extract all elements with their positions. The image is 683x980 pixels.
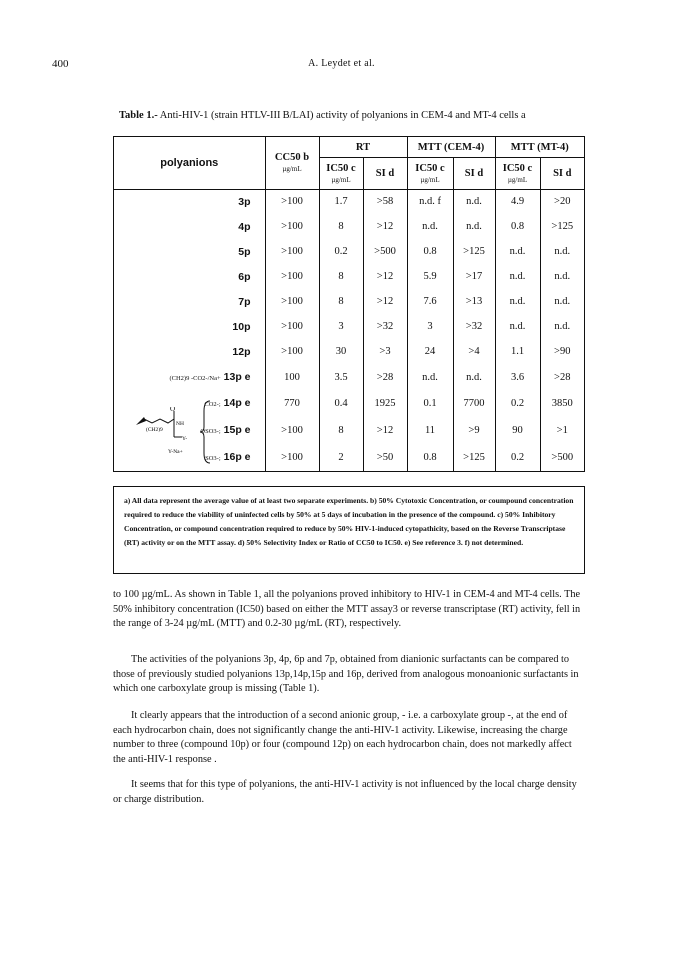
cell-rt-si: >28 — [363, 365, 407, 390]
cell-cc50: >100 — [265, 239, 319, 264]
compound-name: 5p — [238, 245, 251, 258]
cell-mt4-ic50: n.d. — [495, 314, 540, 339]
table-caption-label: Table 1.- — [119, 110, 158, 121]
compound-name: 4p — [238, 220, 251, 233]
cell-cem-ic50: 0.8 — [407, 444, 453, 471]
cell-cem-ic50: 7.6 — [407, 289, 453, 314]
header-mtt-cem: MTT (CEM-4) — [407, 137, 495, 158]
table-footnotes: a) All data represent the average value of at least two separate experiments. b) 50% Cytotoxic Concentration, or coumpound concentration required to reduce the viability of uninfected cells by 50% at 5 days of incubation in the presence of the compound. c) 50% Inhibitory Concentration, or compound concentration required to reduce by 50% HIV-1-induced cytopathicity, based on the Reverse Transcriptase (RT) activity or on the MTT assay. d) 50% Selectivity Index or Ratio of CC50 to IC50. e) See reference 3. f) not determined. — [113, 486, 585, 574]
header-ic50-unit: µg/mL — [331, 176, 351, 185]
header-ic50-unit: µg/mL — [420, 176, 440, 185]
header-cem-ic50 — [407, 158, 453, 189]
cell-cc50: >100 — [265, 289, 319, 314]
header-cc50-unit: µg/mL — [282, 165, 302, 174]
cell-rt-ic50: 2 — [319, 444, 363, 471]
compound-name: 12p — [232, 345, 251, 358]
compound-name: 14p e — [223, 397, 251, 410]
cell-cem-ic50: n.d. f — [407, 189, 453, 214]
cell-cc50: >100 — [265, 264, 319, 289]
cell-cem-si: >125 — [453, 444, 495, 471]
cell-mt4-si: >20 — [540, 189, 584, 214]
cell-rt-ic50: 8 — [319, 264, 363, 289]
cell-cem-ic50: 24 — [407, 339, 453, 364]
cell-rt-si: >50 — [363, 444, 407, 471]
cell-rt-si: >12 — [363, 417, 407, 444]
data-table — [113, 136, 585, 472]
cell-cem-ic50: 0.8 — [407, 239, 453, 264]
header-rt-si: SI d — [363, 158, 407, 189]
header-rt: RT — [319, 137, 407, 158]
header-ic50-label: IC50 c — [415, 163, 445, 175]
cell-mt4-si: n.d. — [540, 264, 584, 289]
cell-rt-ic50: 8 — [319, 214, 363, 239]
cell-rt-si: >58 — [363, 189, 407, 214]
compound-name: 16p e — [223, 451, 251, 464]
cell-cem-si: >125 — [453, 239, 495, 264]
oxygen-label: O — [170, 407, 176, 413]
paragraph-4: It seems that for this type of polyanions, the anti-HIV-1 activity is not influenced by the local charge density or charge distribution. — [113, 779, 577, 805]
cell-cem-si: n.d. — [453, 214, 495, 239]
paragraph-2: The activities of the polyanions 3p, 4p, 6p and 7p, obtained from dianionic surfactants can be compared to those of previously studied polyanions 13p,14p,15p and 16p, derived from analogous monoanionic surfactants in which one carboxylate group is missing (Table 1). — [113, 654, 579, 694]
cell-mt4-ic50: n.d. — [495, 264, 540, 289]
running-header-authors: A. Leydet et al. — [308, 58, 375, 69]
cell-rt-si: 1925 — [363, 390, 407, 417]
cell-rt-ic50: 3 — [319, 314, 363, 339]
cell-mt4-si: >1 — [540, 417, 584, 444]
cell-mt4-si: n.d. — [540, 314, 584, 339]
compound-cell — [114, 239, 265, 264]
compound-name: 3p — [238, 195, 251, 208]
cell-cc50: >100 — [265, 444, 319, 471]
cell-mt4-ic50: n.d. — [495, 289, 540, 314]
table-row — [114, 189, 584, 214]
table-row — [114, 365, 584, 390]
brace-icon — [200, 399, 212, 465]
cell-rt-ic50: 8 — [319, 417, 363, 444]
table-row — [114, 289, 584, 314]
header-ic50-label: IC50 c — [502, 163, 533, 175]
chain-label: (CH2)9 — [146, 427, 163, 433]
compound-cell — [114, 289, 265, 314]
cell-rt-si: >12 — [363, 264, 407, 289]
cell-mt4-si: >500 — [540, 444, 584, 471]
cell-cc50: >100 — [265, 314, 319, 339]
y-label: Y- — [182, 436, 188, 442]
cell-mt4-ic50: 90 — [495, 417, 540, 444]
cell-cem-si: n.d. — [453, 365, 495, 390]
cell-mt4-si: 3850 — [540, 390, 584, 417]
compound-prefix: SO3-; — [205, 455, 221, 463]
cell-cem-ic50: n.d. — [407, 214, 453, 239]
cell-rt-ic50: 0.2 — [319, 239, 363, 264]
chain-line — [144, 419, 174, 423]
compound-name: 7p — [238, 295, 251, 308]
cell-cem-si: >9 — [453, 417, 495, 444]
surfactant-structure-diagram — [134, 407, 194, 461]
cell-rt-ic50: 8 — [319, 289, 363, 314]
cell-rt-ic50: 1.7 — [319, 189, 363, 214]
cell-rt-ic50: 0.4 — [319, 390, 363, 417]
compound-cell — [114, 314, 265, 339]
cell-mt4-si: n.d. — [540, 239, 584, 264]
cell-cem-si: >4 — [453, 339, 495, 364]
cell-cem-ic50: 5.9 — [407, 264, 453, 289]
cell-cem-si: >13 — [453, 289, 495, 314]
table-caption-text: Anti-HIV-1 (strain HTLV-III B/LAI) activity of polyanions in CEM-4 and MT-4 cells a — [159, 110, 526, 121]
cell-mt4-ic50: n.d. — [495, 239, 540, 264]
cell-mt4-si: n.d. — [540, 289, 584, 314]
cell-cc50: >100 — [265, 417, 319, 444]
vinyl-wedge — [136, 417, 146, 425]
cell-mt4-ic50: 1.1 — [495, 339, 540, 364]
header-mt4-ic50 — [495, 158, 540, 189]
header-rt-ic50 — [319, 158, 363, 189]
cell-cc50: >100 — [265, 189, 319, 214]
table-row — [114, 214, 584, 239]
compound-name: 10p — [232, 320, 251, 333]
header-cem-si: SI d — [453, 158, 495, 189]
paragraph-3: It clearly appears that the introduction of a second anionic group, - i.e. a carboxylate group -, at the end of each hydrocarbon chain, does not significantly change the anti-HIV-1 activity. Likewise, increasing the charge number to three (compound 10p) or four (compound 12p) on each hydrocarbon chain, does not markedly affect the anti-HIV-1 response . — [113, 710, 572, 765]
compound-prefix: (CH2)9 -CO2-/Na+ — [169, 375, 221, 383]
y-na-label: Y-Na+ — [168, 449, 183, 455]
cell-mt4-si: >28 — [540, 365, 584, 390]
compound-name: 13p e — [223, 371, 251, 384]
table-row — [114, 314, 584, 339]
cell-mt4-ic50: 0.2 — [495, 390, 540, 417]
cell-cem-ic50: 3 — [407, 314, 453, 339]
cell-rt-ic50: 30 — [319, 339, 363, 364]
compound-prefix: CO2-; — [204, 401, 221, 409]
cell-rt-si: >500 — [363, 239, 407, 264]
compound-name: 6p — [238, 270, 251, 283]
cell-cem-si: 7700 — [453, 390, 495, 417]
table-row — [114, 239, 584, 264]
cell-cc50: >100 — [265, 339, 319, 364]
table-caption — [119, 110, 526, 121]
cell-cem-ic50: n.d. — [407, 365, 453, 390]
cell-mt4-ic50: 4.9 — [495, 189, 540, 214]
header-cc50-label: CC50 b — [274, 152, 310, 164]
header-cc50 — [265, 137, 319, 189]
cell-mt4-ic50: 3.6 — [495, 365, 540, 390]
cell-cc50: >100 — [265, 214, 319, 239]
cell-cem-ic50: 0.1 — [407, 390, 453, 417]
compound-cell — [114, 264, 265, 289]
cell-cc50: 100 — [265, 365, 319, 390]
nh-label: NH — [176, 421, 184, 427]
header-mtt-mt4: MTT (MT-4) — [495, 137, 584, 158]
cell-cem-si: n.d. — [453, 189, 495, 214]
cell-cc50: 770 — [265, 390, 319, 417]
cell-mt4-si: >125 — [540, 214, 584, 239]
table-row — [114, 264, 584, 289]
cell-rt-si: >32 — [363, 314, 407, 339]
cell-rt-ic50: 3.5 — [319, 365, 363, 390]
cell-cem-si: >17 — [453, 264, 495, 289]
header-ic50-label: IC50 c — [326, 163, 356, 175]
cell-rt-si: >12 — [363, 289, 407, 314]
cell-mt4-si: >90 — [540, 339, 584, 364]
cell-mt4-ic50: 0.2 — [495, 444, 540, 471]
compound-cell — [114, 339, 265, 364]
cell-cem-ic50: 11 — [407, 417, 453, 444]
header-ic50-unit: µg/mL — [507, 176, 528, 185]
compound-cell — [114, 189, 265, 214]
compound-cell — [114, 365, 265, 390]
paragraph-1: to 100 µg/mL. As shown in Table 1, all the polyanions proved inhibitory to HIV-1 in CEM-4 and MT-4 cells. The 50% inhibitory concentration (IC50) based on either the MTT assay3 or reverse transcriptase (RT) activity, fell in the range of 3-24 µg/mL (MTT) and 0.2-30 µg/mL (RT), respectively. — [113, 589, 581, 629]
header-mt4-si: SI d — [540, 158, 584, 189]
cell-mt4-ic50: 0.8 — [495, 214, 540, 239]
compound-name: 15p e — [223, 424, 251, 437]
cell-cem-si: >32 — [453, 314, 495, 339]
page-number: 400 — [52, 58, 69, 70]
table-row — [114, 339, 584, 364]
compound-prefix: OSO3-; — [200, 428, 221, 436]
cell-rt-si: >3 — [363, 339, 407, 364]
cell-rt-si: >12 — [363, 214, 407, 239]
header-polyanions: polyanions — [114, 137, 265, 189]
compound-cell — [114, 214, 265, 239]
